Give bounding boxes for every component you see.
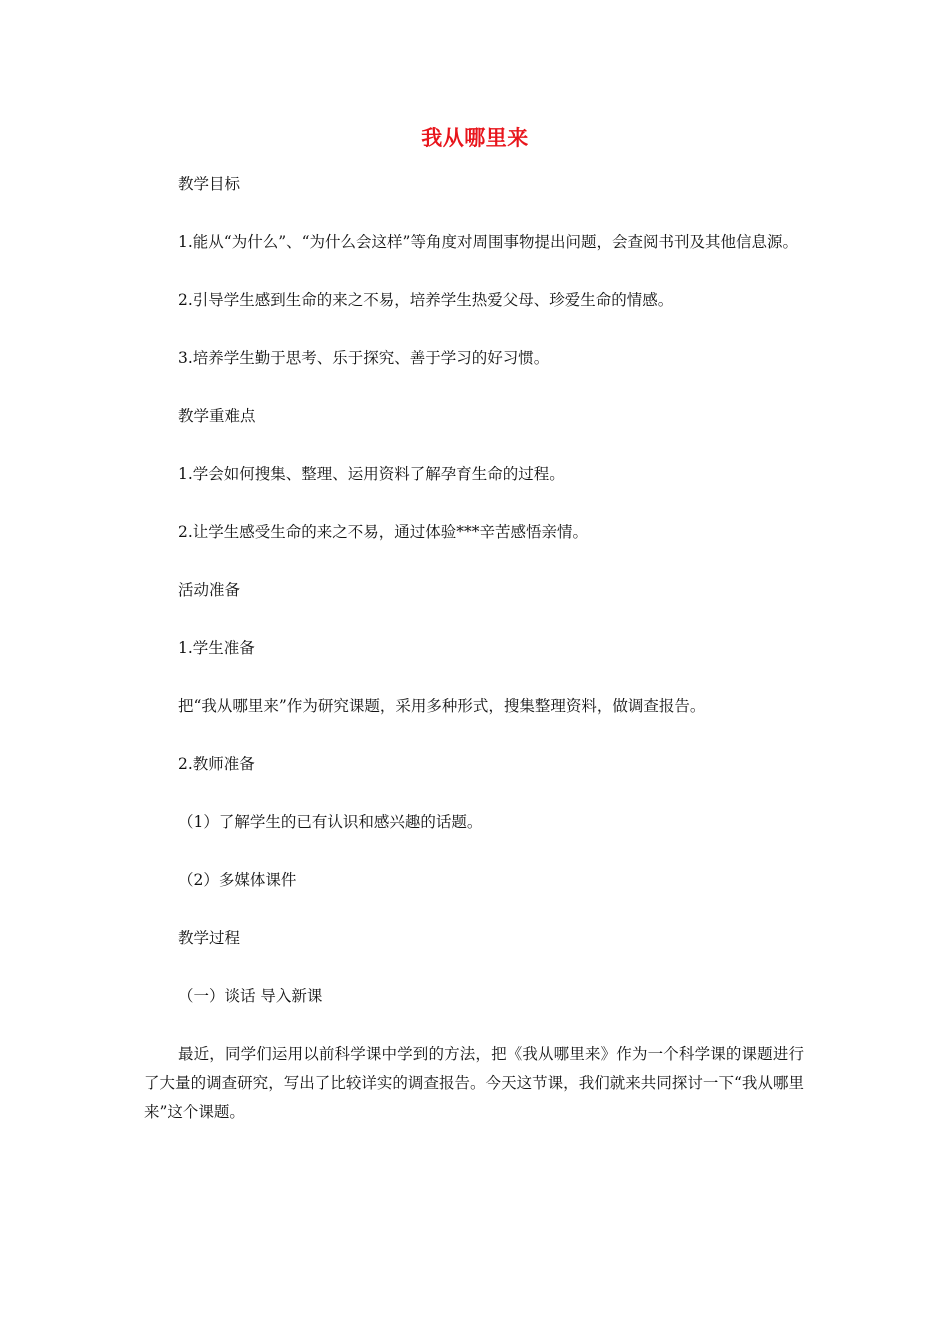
goal-item-3: 3.培养学生勤于思考、乐于探究、善于学习的好习惯。 [178, 349, 550, 367]
heading-key-points: 教学重难点 [178, 407, 256, 425]
heading-activity-prep: 活动准备 [178, 581, 241, 599]
prep-student-heading: 1.学生准备 [178, 639, 255, 657]
document-title: 我从哪里来 [421, 126, 529, 150]
heading-teaching-goals: 教学目标 [178, 175, 241, 193]
document-body [144, 170, 804, 1156]
process-step-1-text: 最近，同学们运用以前科学课中学到的方法，把《我从哪里来》作为一个科学课的课题进行了大量的调查研究，写出了比较详实的调查报告。今天这节课，我们就来共同探讨一下“我从哪里来”这个课题。 [144, 1045, 804, 1121]
prep-teacher-item-2: （2）多媒体课件 [178, 871, 297, 889]
goal-item-2: 2.引导学生感到生命的来之不易，培养学生热爱父母、珍爱生命的情感。 [178, 291, 674, 309]
key-point-1: 1.学会如何搜集、整理、运用资料了解孕育生命的过程。 [178, 465, 565, 483]
key-point-2: 2.让学生感受生命的来之不易，通过体验***辛苦感悟亲情。 [178, 523, 589, 541]
prep-teacher-item-1: （1）了解学生的已有认识和感兴趣的话题。 [178, 813, 483, 831]
goal-item-1: 1.能从“为什么”、“为什么会这样”等角度对周围事物提出问题，会查阅书刊及其他信息源。 [178, 233, 798, 251]
process-step-1-heading: （一）谈话 导入新课 [178, 987, 323, 1005]
prep-teacher-heading: 2.教师准备 [178, 755, 255, 773]
prep-student-text: 把“我从哪里来”作为研究课题，采用多种形式，搜集整理资料，做调查报告。 [178, 697, 706, 715]
heading-teaching-process: 教学过程 [178, 929, 241, 947]
